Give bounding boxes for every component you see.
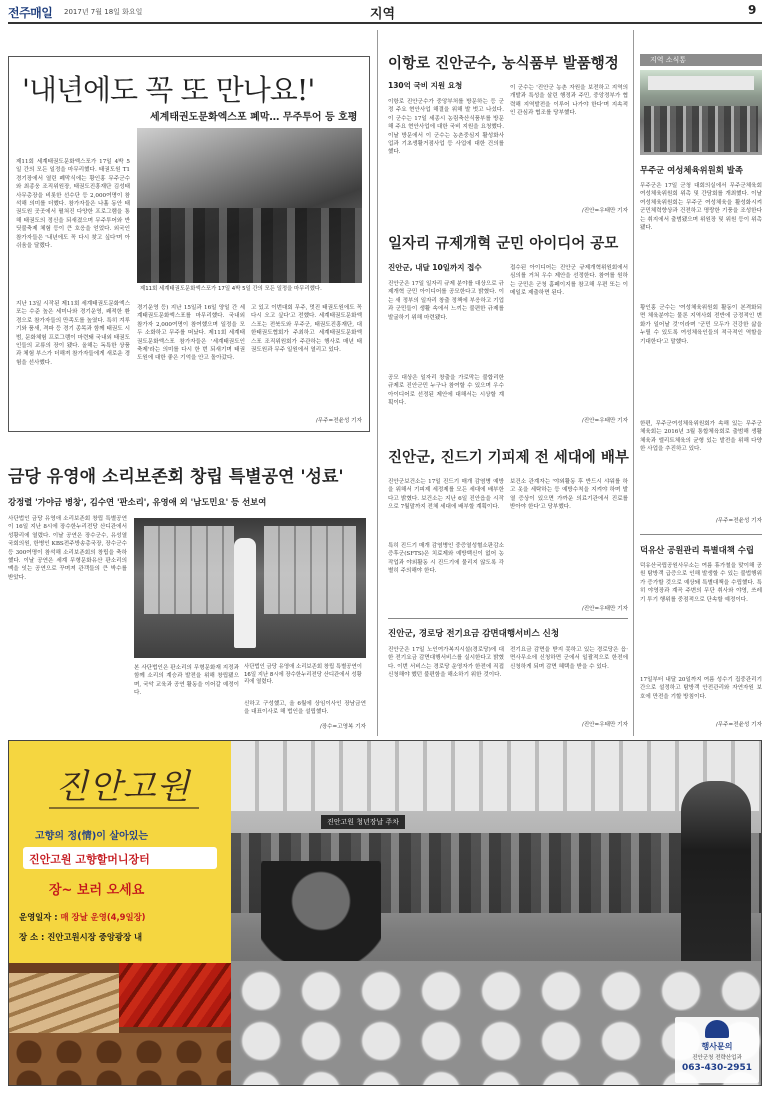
park-body-2: 17일부터 내달 20일까지 여름 성수기 집중관리기간으로 설정하고 탐방객 안전관리와 자연자원 보호에 만전을 기할 방침이다. <box>640 677 762 700</box>
idea-body-1: 진안군은 17일 일자리 규제 분야를 대상으로 규제개혁 군민 아이디어를 공모한다고 밝혔다. 이는 새 정부의 일자리 창출 정책에 부응하고 기업과 군민들이 생활 속에서 느끼는 불편한 규제를 발굴하기 위해 마련됐다. <box>388 281 504 321</box>
page-number: 9 <box>748 3 757 17</box>
ad-frame <box>8 740 762 1086</box>
muju-headline: 무주군 여성체육위원회 발족 <box>640 165 743 175</box>
park-rule <box>640 534 762 535</box>
concert-headline: 금당 유영애 소리보존회 창립 특별공연 '성료' <box>8 467 344 487</box>
expo-byline: /무주=전윤성 기자 <box>315 418 362 424</box>
ad-produce-photo <box>9 963 231 1086</box>
ad-brand-underline <box>49 807 199 809</box>
muju-byline: /무주=전윤성 기자 <box>715 518 762 524</box>
ad-brand: 진안고원 <box>55 767 191 807</box>
budget-byline: /진안=우태만 기자 <box>581 208 628 214</box>
local-news-kicker: 지역 소식통 <box>650 56 687 64</box>
ad-schedule-label: 운영일자 : <box>19 912 61 922</box>
concert-body-2: 본 사단법인은 판소리의 무형문화재 지정과 함께 소리의 계승과 발전을 위해 창립됐으며, 국악 교육과 공연 활동을 이어갈 예정이다. <box>134 665 239 697</box>
concert-body-1: 사단법인 금당 유영애 소리보존회 창립 특별공연이 16일 지난 8시에 장수한누리전당 산디관에서 성황리에 열렸다. 이날 공연은 장수군수, 유성열 국회의원, 한병인 KBS전주방송총국장, 장수군수 등 300여명이 참석해 소리보존회의 창립을 축하했다. 이날 공연은 세계 무형문화유산 판소리의 맥을 잇는 공연으로 꾸며져 관객들의 큰 박수를 받았다. <box>8 516 127 581</box>
column-divider <box>377 30 378 736</box>
ad-line-3: 장~ 보러 오세요 <box>49 883 145 898</box>
tick-body-2: 특히 진드기 매개 감염병인 중증열성혈소판감소증후군(SFTS)은 치료제와 예방백신이 없어 농작업과 야외활동 시 진드기에 물리지 않도록 각별히 주의해야 한다. <box>388 543 504 575</box>
idea-subhead: 진안군, 내달 10일까지 접수 <box>388 263 482 272</box>
idea-byline: /진안=우태만 기자 <box>581 418 628 424</box>
park-headline: 덕유산 공원관리 특별대책 수립 <box>640 545 754 555</box>
park-byline: /무주=전윤성 기자 <box>715 722 762 728</box>
tick-headline: 진안군, 진드기 기피제 전 세대에 배부 <box>388 450 629 466</box>
concert-photo <box>134 518 366 658</box>
ad-sponsor-badge <box>675 1017 759 1083</box>
tick-byline: /진안=우태만 기자 <box>581 606 628 612</box>
muju-photo <box>640 70 762 155</box>
park-body-1: 덕유산국립공원사무소는 여름 휴가철을 맞이해 공원 탐방객 급증으로 인해 발생할 수 있는 불법행위가 증가할 것으로 예상돼 특별대책을 수립했다. 특히 야영장과 계곡 주변의 무단 취사와 야영, 쓰레기 투기 행위를 중점적으로 단속할 예정이다. <box>640 563 762 603</box>
ad-schedule <box>19 911 146 923</box>
ad-left-panel <box>9 741 231 1086</box>
concert-photo-screen <box>144 526 234 614</box>
ad-sponsor-sub: 진안군청 전략산업과 <box>692 1055 742 1061</box>
concert-byline: /장수=고영복 기자 <box>319 724 366 730</box>
utility-rule <box>388 618 628 619</box>
concert-photo-screen-right <box>264 526 356 614</box>
issue-date: 2017년 7월 18일 화요일 <box>64 8 143 16</box>
idea-body-3: 접수된 아이디어는 진안군 규제개혁위원회에서 심의를 거쳐 우수 제안을 선정한다. 참여를 원하는 군민은 군청 홈페이지를 참고해 우편 또는 이메일로 제출하면 된다. <box>510 265 628 297</box>
expo-photo-caption: 제11회 세계태권도문화엑스포가 17일 4박 5일 간의 모든 일정을 마무리했다. <box>140 286 322 292</box>
expo-body-4: 고 있고 이번대회 무주, 멋진 태권도원에도 꼭 다시 오고 싶다'고 전했다. 세계태권도문화엑스포는 전북도와 무주군, 태권도진흥재단, 대한태권도협회가 주최하고 세계태권도문화엑스포 조직위원회가 주관하는 행사로 매년 태권도원과 무주 일원에서 열리고 있다. <box>251 305 362 354</box>
section-title: 지역 <box>370 7 396 22</box>
muju-photo-group <box>644 106 758 152</box>
ad-place-label: 장 소 : <box>19 932 48 942</box>
ad-line-1: 고향의 정(情)이 살아있는 <box>35 831 149 842</box>
local-news-kicker-bar <box>640 54 762 66</box>
expo-body-1: 제11회 세계태권도문화엑스포가 17일 4박 5일 간의 모든 일정을 마무리했다. 태권도원 T1 경기장에서 열린 폐막식에는 황인홍 무주군수와 최종웅 조직위원장, 태권도진흥재단 김성태 사무총장을 비롯한 선수단 등 2,000여명이 참석해 의미를 더했다. 참가자들은 나흘 동안 태권도원 곳곳에서 펼쳐진 다양한 프로그램을 통해 태권도의 정신을 되새겼으며 무주투어와 반딧불축제 체험 등이 큰 호응을 얻었다. 외국인 참가자들은 '내년에도 꼭 다시 찾고 싶다'며 아쉬움을 달랬다. <box>16 159 130 250</box>
ad-place-value: 진안고원시장 중앙광장 내 <box>47 932 143 942</box>
budget-body-2: 이 군수는 '진안군 농촌 자원을 보전하고 지역의 개발과 특성을 살린 행정과 주민, 중앙정부가 협력해 지역발전을 이루어 나가야 한다'며 지속적인 관심과 협조를 당부했다. <box>510 85 628 117</box>
ad-info-box <box>19 907 221 951</box>
utility-body-2: 전기요금 감면을 받지 못하고 있는 경로당은 읍·면사무소에 신청하면 군에서 일괄적으로 한전에 신청하게 되며 감면 혜택을 받을 수 있다. <box>510 647 628 670</box>
tick-body-3: 보건소 관계자는 '야외활동 후 반드시 샤워를 하고 옷을 세탁하는 등 예방수칙을 지켜야 하며 발열 증상이 있으면 가까운 의료기관에서 진료를 받아야 한다'고 당부했다. <box>510 479 628 511</box>
muju-photo-banner <box>648 76 754 90</box>
ad-line-2: 진안고원 고향할머니장터 <box>29 853 150 866</box>
expo-body-3: 경기운영 등) 지난 15일과 16일 양일 간 세계태권도문화엑스포를 마무리했다. 국내외 참가자 2,000여명이 참여했으며 일정을 모두 소화하고 무주를 떠났다. 제11회 세계태권도문화엑스포 참가자들은 '세계태권도인 축제'라는 의미를 다시 한 번 되새기며 태권도원에 대한 좋은 기억을 안고 돌아갔다. <box>137 305 245 362</box>
paper-name: 전주매일 <box>8 6 53 20</box>
ad-produce-chilies <box>119 963 231 1027</box>
expo-body-2: 지난 13일 시작된 제11회 세계태권도문화엑스포는 수준 높은 세미나와 경기운영, 쾌적한 환경으로 참가자들의 만족도를 높였다. 특히 겨루기와 품새, 격파 등 경기 종목과 함께 태권도 시범, 문화체험 프로그램이 마련돼 국내외 태권도인들의 교류의 장이 됐다. 올해는 독특한 상품과 체험 부스가 더해져 참가자들에게 새로운 경험을 선사했다. <box>16 301 130 366</box>
tick-body-1: 진안군보건소는 17일 진드기 매개 감염병 예방을 위해서 기피제 세정제를 모든 세대에 배부한다고 밝혔다. 보건소는 지난 6일 진안읍을 시작으로 7월말까지 전체 세대에 배부할 계획이다. <box>388 479 504 511</box>
budget-subhead: 130억 국비 지원 요청 <box>388 81 463 90</box>
expo-photo <box>137 128 362 283</box>
muju-body-3: 한편, 무주군여성체육위원회가 속해 있는 무주군체육회는 2016년 3월 통합체육회로 출범해 생활체육과 엘리트체육의 균형 있는 발전을 위해 다양한 사업을 추진하고 있다. <box>640 421 762 453</box>
idea-body-2: 공모 대상은 일자리 창출을 가로막는 불합리한 규제로 진안군민 누구나 참여할 수 있으며 우수 아이디어로 선정된 제안에 대해서는 시상할 계획이다. <box>388 375 504 407</box>
idea-headline: 일자리 규제개혁 군민 아이디어 공모 <box>388 236 619 252</box>
concert-photo-singer <box>234 538 256 648</box>
ad-phone: 063-430-2951 <box>681 1063 753 1073</box>
expo-subhead: 세계태권도문화엑스포 폐막… 무주투어 등 호평 <box>150 112 358 123</box>
right-column-divider <box>633 30 634 736</box>
ad-sponsor-logo-icon <box>705 1020 729 1038</box>
muju-body-1: 무주군은 17일 군청 대회의실에서 무주군체육회 여성체육위원회 위촉 및 간담회를 개최했다. 이날 여성체육위원회는 무주군 여성체육을 활성화시켜 군민체력향상과 건전하고 명랑한 기풍을 조성한다는 취지에서 출범됐으며 위원장 및 위원 등이 위촉됐다. <box>640 183 762 232</box>
ad-place <box>19 931 142 943</box>
utility-body-1: 진안군은 17일 노인여가복지시설(경로당)에 대한 전기요금 감면대행서비스를 실시한다고 밝혔다. 이번 서비스는 경로당 운영자가 한전에 직접 신청해야 했던 불편함을 해소하기 위한 것이다. <box>388 647 504 679</box>
concert-body-3: 신하고 구성했고, 올 6월에 상임이사인 장남금연을 대표이사로 해 법인을 설립했다. <box>244 701 366 716</box>
concert-photo-caption: 사단법인 금당 유영애 소리보존회 창립 특별공연이 16일 지난 8시에 장수한누리전당 산디관에서 성황리에 열렸다. <box>244 664 362 685</box>
ad-market-sign: 진안고원 청년장날 주차 <box>321 815 405 829</box>
utility-byline: /진안=우태만 기자 <box>581 722 628 728</box>
ad-sponsor-title: 행사문의 <box>701 1042 733 1051</box>
budget-headline: 이항로 진안군수, 농식품부 발품행정 <box>388 56 619 72</box>
masthead-rule <box>8 22 762 24</box>
ad-produce-roots <box>9 973 119 1033</box>
muju-body-2: 황인홍 군수는 '여성체육위원회 활동이 본격화되면 체육분야는 물론 지역사회 전반에 긍정적인 변화가 일어날 것'이라며 '군민 모두가 건강한 삶을 누릴 수 있도록 여성체육인들의 적극적인 역할을 기대한다'고 말했다. <box>640 305 762 345</box>
budget-body-1: 이항로 진안군수가 중앙부처를 방문하는 등 군정 주요 현안사업 해결을 위해 발 벗고 나섰다. 이 군수는 17일 세종시 농림축산식품부를 방문해 주요 현안사업에 대한 국비 지원을 요청했다. 이날 방문에서 이 군수는 농촌중심지 활성화사업과 기초생활거점사업 등 사업에 대한 건의를 했다. <box>388 99 504 156</box>
expo-headline: '내년에도 꼭 또 만나요!' <box>22 73 315 107</box>
ad-produce-mushrooms <box>9 1033 231 1086</box>
ad-schedule-value: 매 장날 운영(4,9일장) <box>60 912 146 922</box>
ad-market-photo <box>231 741 762 1086</box>
utility-headline: 진안군, 경로당 전기요금 감면대행서비스 신청 <box>388 629 560 639</box>
expo-photo-crowd <box>137 208 362 283</box>
concert-subhead: 강정렬 '가야금 병창', 김수연 '판소리', 유영애 외 '남도민요' 등 선보여 <box>8 497 267 507</box>
